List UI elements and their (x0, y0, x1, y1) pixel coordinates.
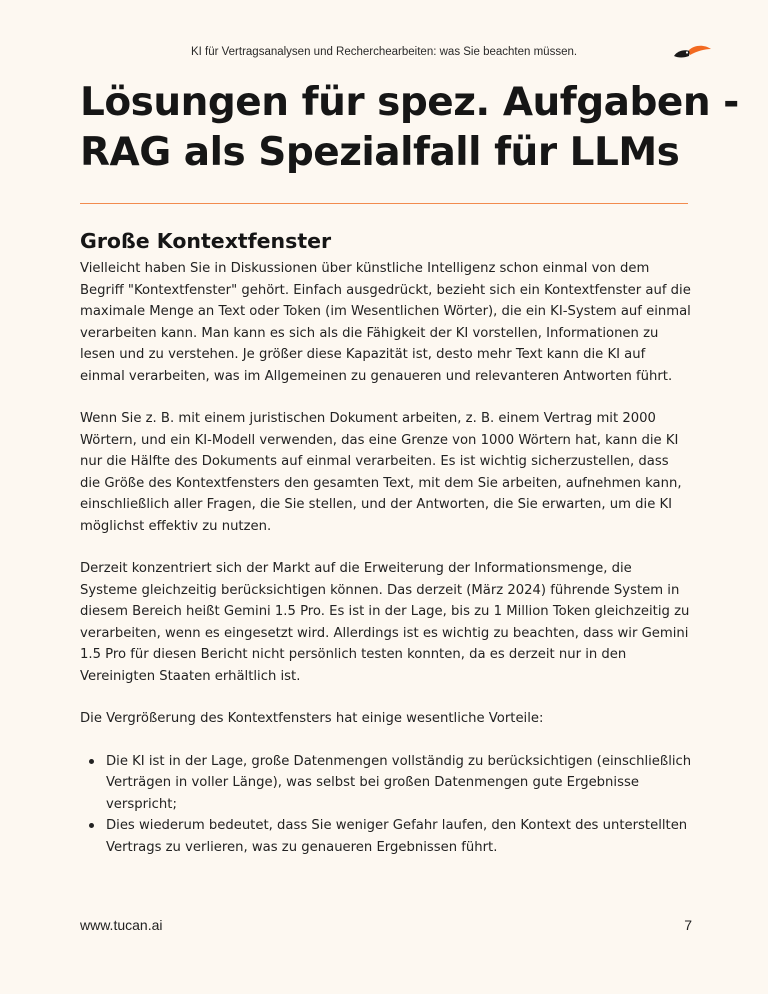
paragraph: Derzeit konzentriert sich der Markt auf die Erweiterung der Informationsmenge, die Systeme gleichzeitig berücksichtigen können. Das derzeit (März 2024) führende System in diesem Bereich heißt Gemini 1.5 Pro. Es ist in der Lage, bis zu 1 Million Token gleichzeitig zu verarbeiten, wenn es eingesetzt wird. Allerdings ist es wichtig zu beachten, dass wir Gemini 1.5 Pro für diesen Bericht nicht persönlich testen konnten, da es derzeit nur in den Vereinigten Staaten erhältlich ist. (80, 561, 690, 684)
paragraph: Vielleicht haben Sie in Diskussionen über künstliche Intelligenz schon einmal von dem Begriff "Kontextfenster" gehört. Einfach ausgedrückt, bezieht sich ein Kontextfenster auf die maximale Menge an Text oder Token (im Wesentlichen Wörter), die ein KI-System auf einmal verarbeiten kann. Man kann es sich als die Fähigkeit der KI vorstellen, Informationen zu lesen und zu verstehen. Je größer diese Kapazität ist, desto mehr Text kann die KI auf einmal verarbeiten, was im Allgemeinen zu genaueren und relevanteren Antworten führt. (80, 261, 691, 384)
section-heading: Große Kontextfenster (80, 229, 332, 253)
page-number: 7 (684, 917, 692, 933)
page-title-line-2: RAG als Spezialfall für LLMs (80, 130, 680, 175)
paragraph: Wenn Sie z. B. mit einem juristischen Dokument arbeiten, z. B. einem Vertrag mit 2000 Wörtern, und ein KI-Modell verwenden, das eine Grenze von 1000 Wörtern hat, kann die KI nur die Hälfte des Dokuments auf einmal verarbeiten. Es ist wichtig sicherzustellen, dass die Größe des Kontextfensters den gesamten Text, mit dem Sie arbeiten, aufnehmen kann, einschließlich aller Fragen, die Sie stellen, und der Antworten, die Sie erwarten, um die KI möglichst effektiv zu nutzen. (80, 411, 682, 534)
advantages-list (80, 751, 692, 859)
list-item: Dies wiederum bedeutet, dass Sie weniger Gefahr laufen, den Kontext des unterstellten Vertrags zu verlieren, was zu genaueren Ergebnissen führt. (106, 815, 692, 858)
page-title (80, 78, 739, 178)
list-item: Die KI ist in der Lage, große Datenmengen vollständig zu berücksichtigen (einschließlich Verträgen in voller Länge), was selbst bei großen Datenmengen gute Ergebnisse verspricht; (106, 751, 692, 816)
paragraph: Die Vergrößerung des Kontextfensters hat einige wesentliche Vorteile: (80, 711, 544, 726)
title-divider (80, 203, 688, 204)
footer-url[interactable]: www.tucan.ai (80, 917, 163, 933)
tucan-bird-logo-icon (672, 44, 712, 62)
running-header: KI für Vertragsanalysen und Recherchearbeiten: was Sie beachten müssen. (190, 46, 578, 58)
section-body (80, 258, 692, 858)
page-title-line-1: Lösungen für spez. Aufgaben - (80, 80, 739, 125)
